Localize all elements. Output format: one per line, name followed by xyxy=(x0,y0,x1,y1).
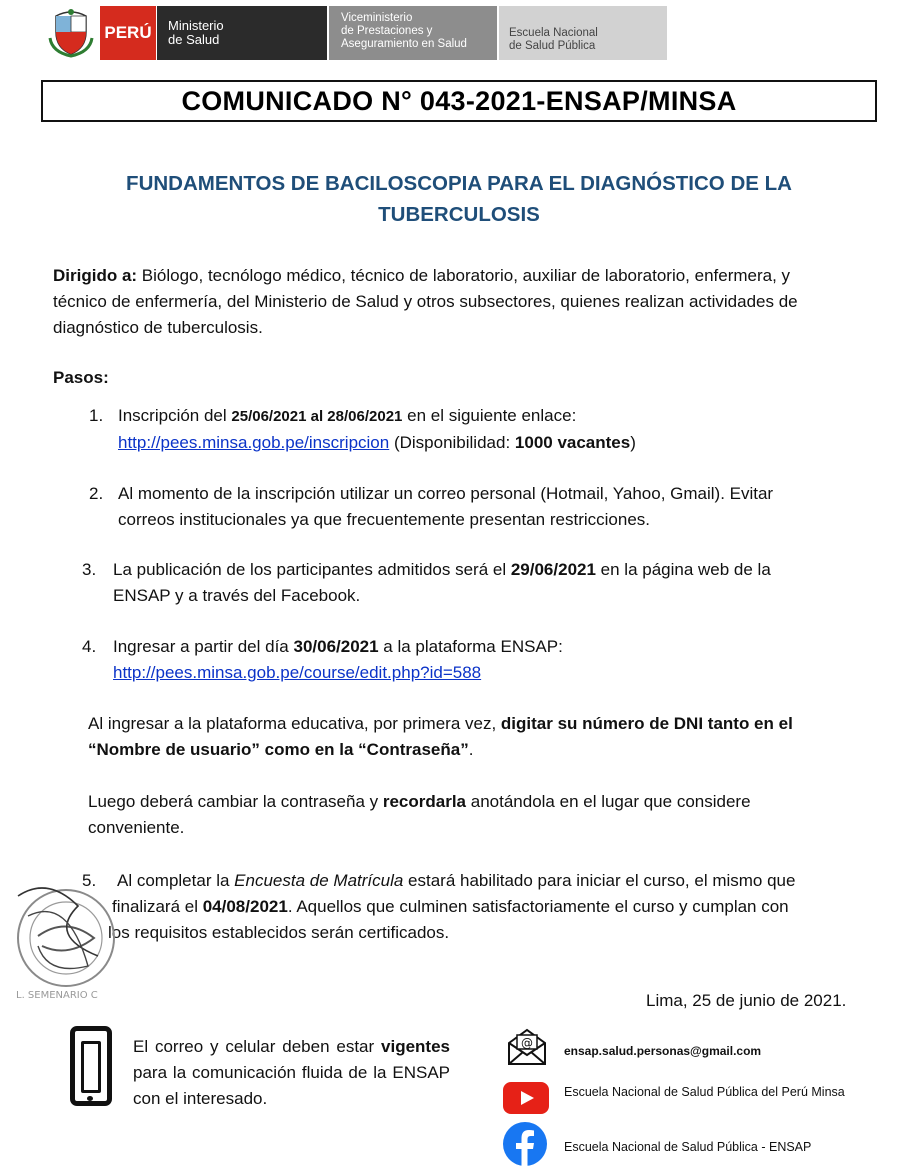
platform-link[interactable]: http://pees.minsa.gob.pe/course/edit.php?id=588 xyxy=(113,663,482,682)
step-2 xyxy=(89,481,869,533)
phone-home-button xyxy=(87,1096,93,1101)
contact-email[interactable]: ensap.salud.personas@gmail.com xyxy=(564,1044,762,1058)
vice-line-2: de Prestaciones y xyxy=(341,25,433,37)
registration-link[interactable]: http://pees.minsa.gob.pe/inscripcion xyxy=(118,433,390,452)
step-5-number: 5. xyxy=(82,871,97,890)
youtube-icon[interactable] xyxy=(503,1082,549,1114)
note-bold: vigentes xyxy=(381,1037,450,1056)
peru-label: PERÚ xyxy=(104,23,152,42)
login-note-bold-2: “Nombre de usuario” como en la “Contraseña” xyxy=(88,740,469,759)
mobile-phone-icon xyxy=(70,1026,112,1106)
youtube-channel-name[interactable]: Escuela Nacional de Salud Pública del Perú Minsa xyxy=(564,1085,845,1099)
step-1-dates: 25/06/2021 al 28/06/2021 xyxy=(231,408,403,425)
school-line-1: Escuela Nacional xyxy=(509,27,598,39)
password-note-bold: recordarla xyxy=(382,792,467,811)
vice-line-1: Viceministerio xyxy=(341,12,413,24)
step-5-date: 04/08/2021 xyxy=(202,897,288,916)
official-stamp-icon xyxy=(8,876,120,1004)
note-text-1: El correo y celular deben estar xyxy=(133,1037,382,1056)
course-title xyxy=(70,168,848,230)
step-4-password-note xyxy=(88,789,873,841)
step-4-date: 30/06/2021 xyxy=(293,637,379,656)
phone-screen xyxy=(81,1041,101,1093)
facebook-icon[interactable] xyxy=(503,1122,547,1166)
step-3-text: La publicación de los participantes admitidos será el xyxy=(113,560,511,579)
password-note-text-3: conveniente. xyxy=(88,818,185,837)
login-note-text: Al ingresar a la plataforma educativa, por primera vez, xyxy=(88,714,501,733)
facebook-page-name[interactable]: Escuela Nacional de Salud Pública - ENSAP xyxy=(564,1140,812,1154)
step-5-text-5: los requisitos establecidos serán certificados. xyxy=(108,923,450,942)
peru-logo-block xyxy=(100,6,156,60)
step-4 xyxy=(82,634,872,686)
title-box xyxy=(41,80,877,122)
audience-text-3: diagnóstico de tuberculosis. xyxy=(53,318,263,337)
step-3-number: 3. xyxy=(82,560,97,579)
document-title: COMUNICADO N° 043-2021-ENSAP/MINSA xyxy=(181,85,737,116)
school-line-2: de Salud Pública xyxy=(509,40,596,52)
step-4-login-note xyxy=(88,711,873,763)
viceministry-logo-block xyxy=(329,6,497,60)
ministry-logo-block xyxy=(157,6,327,60)
audience-label: Dirigido a: xyxy=(53,266,138,285)
steps-heading xyxy=(53,365,109,391)
step-5-survey-name: Encuesta de Matrícula xyxy=(234,871,404,890)
step-1-number: 1. xyxy=(89,406,104,425)
step-4-text-2: a la plataforma ENSAP: xyxy=(378,637,563,656)
availability-value: 1000 vacantes xyxy=(514,433,631,452)
date-line: Lima, 25 de junio de 2021. xyxy=(646,991,847,1010)
contact-validity-note xyxy=(133,1034,450,1112)
step-3-text-2: en la página web de la xyxy=(595,560,771,579)
audience-text-1: Biólogo, tecnólogo médico, técnico de laboratorio, auxiliar de laboratorio, enfermera, y xyxy=(137,266,791,285)
step-3-text-3: ENSAP y a través del Facebook. xyxy=(113,586,361,605)
step-1-text-2: en el siguiente enlace: xyxy=(402,406,577,425)
password-note-text-2: anotándola en el lugar que considere xyxy=(466,792,751,811)
school-logo-block xyxy=(499,6,667,60)
step-4-text: Ingresar a partir del día xyxy=(113,637,294,656)
step-4-number: 4. xyxy=(82,637,97,656)
note-text-2: para la comunicación fluida de la ENSAP con el interesado. xyxy=(133,1063,450,1108)
step-5-text-4: . Aquellos que culminen satisfactoriamente el curso y cumplan con xyxy=(287,897,789,916)
step-2-text-2: correos institucionales ya que frecuentemente presentan restricciones. xyxy=(118,510,651,529)
step-3-date: 29/06/2021 xyxy=(510,560,596,579)
step-5-text-3: finalizará el xyxy=(112,897,203,916)
step-1-text: Inscripción del xyxy=(118,406,232,425)
password-note-text: Luego deberá cambiar la contraseña y xyxy=(88,792,383,811)
step-1 xyxy=(89,403,869,456)
stamp-text: L. SEMENARIO C xyxy=(16,990,98,1001)
vice-line-3: Aseguramiento en Salud xyxy=(341,38,467,50)
login-note-bold-1: digitar su número de DNI tanto en el xyxy=(500,714,793,733)
step-5-text: Al completar la xyxy=(117,871,235,890)
ministry-line-2: de Salud xyxy=(168,32,220,47)
course-title-line-1: FUNDAMENTOS DE BACILOSCOPIA PARA EL DIAGNÓSTICO DE LA xyxy=(126,172,792,195)
email-icon xyxy=(506,1027,548,1067)
audience-paragraph xyxy=(53,263,873,341)
step-2-number: 2. xyxy=(89,484,104,503)
login-note-period: . xyxy=(468,740,474,759)
ministry-line-1: Ministerio xyxy=(168,18,224,33)
availability-close: ) xyxy=(630,433,636,452)
svg-text:@: @ xyxy=(521,1036,533,1050)
step-3 xyxy=(82,557,872,609)
step-2-text-1: Al momento de la inscripción utilizar un correo personal (Hotmail, Yahoo, Gmail). Evitar xyxy=(118,484,774,503)
audience-text-2: técnico de enfermería, del Ministerio de Salud y otros subsectores, quienes realizan actividades de xyxy=(53,292,798,311)
steps-heading-text: Pasos: xyxy=(53,368,109,387)
peru-coat-of-arms-icon xyxy=(48,8,94,58)
availability-label: (Disponibilidad: xyxy=(389,433,515,452)
course-title-line-2: TUBERCULOSIS xyxy=(378,203,540,226)
step-5 xyxy=(82,868,872,946)
step-5-text-2: estará habilitado para iniciar el curso, el mismo que xyxy=(403,871,796,890)
